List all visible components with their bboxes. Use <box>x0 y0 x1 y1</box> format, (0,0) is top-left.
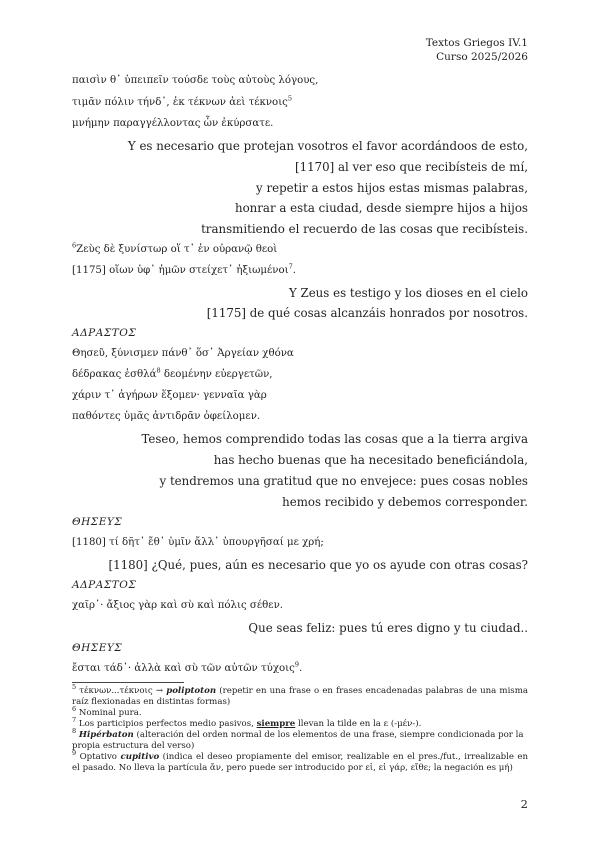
footnote-6: $^6$ Nominal pura. <box>72 705 142 718</box>
speaker-name: ΑΔΡΑΣΤΟΣ <box>72 327 137 339</box>
greek-verse: χάριν τ᾽ ἀγήρων ἕξομεν· γενναῖα γὰρ <box>72 390 267 401</box>
greek-verse: $^6$Ζεὺς δὲ ξυνίστωρ οἵ τ᾽ ἐν οὐρανῷ θεοὶ <box>72 241 278 255</box>
spanish-translation: honrar a esta ciudad, desde siempre hijos a hijos <box>234 201 528 215</box>
spanish-translation: transmitiendo el recuerdo de las cosas que recibísteis. <box>201 222 528 236</box>
page-number: 2 <box>520 797 528 811</box>
speaker-name: ΑΔΡΑΣΤΟΣ <box>72 579 137 591</box>
spanish-translation: has hecho buenas que ha necesitado beneficiándola, <box>213 453 528 467</box>
footnote-5: $^5$ τέκνων...τέκνοις → poliptoton (repetir en una frase o en frases encadenadas palabras de una misma raíz flexionadas en distintas formas) <box>72 683 528 707</box>
greek-verse: ἔσται τάδ᾽· ἀλλὰ καὶ σὺ τῶν αὐτῶν τύχοις$^9$. <box>72 660 303 674</box>
spanish-translation: hemos recibido y debemos corresponder. <box>282 495 528 509</box>
footnote-7: $^7$ Los participios perfectos medio pasivos, siempre llevan la tilde en la ε (-μέν‐). <box>72 716 422 729</box>
greek-verse: [1180] τί δῆτ᾽ ἔθ᾽ ὑμῖν ἄλλ᾽ ὑπουργῆσαί με χρή; <box>72 537 324 548</box>
greek-verse: δέδρακας ἐσθλά$^8$ δεομένην εὐεργετῶν, <box>72 366 273 380</box>
greek-verse: Θησεῦ, ξύνισμεν πάνθ᾽ ὅσ᾽ Ἀργείαν χθόνα <box>72 348 294 359</box>
footnote-ref[interactable]: 9 <box>294 660 299 669</box>
greek-verse: παθόντες ὑμᾶς ἀντιδρᾶν ὀφείλομεν. <box>72 411 261 422</box>
greek-verse: [1175] οἵων ὑφ᾽ ἡμῶν στείχετ᾽ ἠξιωμένοι$^7$. <box>72 262 297 276</box>
spanish-translation: y repetir a estos hijos estas mismas palabras, <box>256 181 528 195</box>
footnote-8: $^8$ Hipérbaton (alteración del orden normal de los elementos de una frase, siempre condicionada por la propia estructura del verso) <box>72 727 524 751</box>
footnote-ref[interactable]: 7 <box>288 262 293 271</box>
greek-verse: μνήμην παραγγέλλοντας ὧν ἐκύρσατε. <box>72 118 274 129</box>
speaker-name: ΘΗΣΕΥΣ <box>72 516 123 528</box>
spanish-translation: [1170] al ver eso que recibísteis de mí, <box>294 160 528 174</box>
spanish-translation: Que seas feliz: pues tú eres digno y tu ciudad.. <box>248 621 528 635</box>
greek-verse: χαῖρ᾽· ἄξιος γὰρ καὶ σὺ καὶ πόλις σέθεν. <box>72 600 284 611</box>
header-course-title: Textos Griegos IV.1 <box>425 37 528 49</box>
header-course-year: Curso 2025/2026 <box>436 51 528 63</box>
footnote-ref[interactable]: 8 <box>156 366 161 375</box>
page-header <box>426 36 528 64</box>
spanish-translation: [1180] ¿Qué, pues, aún es necesario que yo os ayude con otras cosas? <box>108 558 528 572</box>
greek-verse: παισὶν θ᾽ ὑπειπεῖν τούσδε τοὺς αὐτοὺς λόγους, <box>72 75 319 86</box>
speaker-name: ΘΗΣΕΥΣ <box>72 642 123 654</box>
footnote-9: $^9$ Optativo cupitivo (indica el deseo propiamente del emisor, realizable en el pres./fut., irrealizable en el pasado. No lleva la partícula ἄν, pero puede ser introducido por εἰ, εἰ γάρ, εἴθε; la negación es μή) <box>72 749 529 773</box>
footnote-ref[interactable]: 5 <box>287 94 293 103</box>
footnote-ref[interactable]: 6 <box>72 241 77 250</box>
footnote-divider <box>72 682 184 683</box>
spanish-translation: Teseo, hemos comprendido todas las cosas que a la tierra argiva <box>141 432 528 446</box>
spanish-translation: Y Zeus es testigo y los dioses en el cielo <box>288 286 528 300</box>
greek-verse: τιμᾶν πόλιν τήνδ᾽, ἐκ τέκνων ἀεὶ τέκνοις$^5$ <box>72 94 293 108</box>
spanish-translation: Y es necesario que protejan vosotros el favor acordándoos de esto, <box>127 139 528 153</box>
spanish-translation: [1175] de qué cosas alcanzáis honrados por nosotros. <box>206 306 528 320</box>
spanish-translation: y tendremos una gratitud que no envejece: pues cosas nobles <box>159 474 528 488</box>
